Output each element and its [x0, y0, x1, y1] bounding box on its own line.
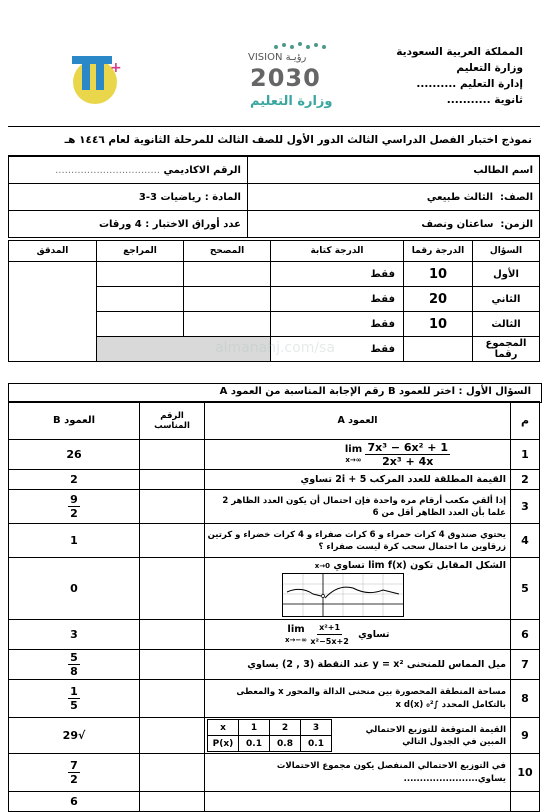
grades-row-text[interactable]: فقط [271, 312, 404, 337]
lim-expression [345, 445, 362, 465]
student-name-cell[interactable] [247, 157, 539, 184]
fraction-denominator: 2x³ + 4x [382, 455, 434, 468]
grades-row-question: المجموع رقما [473, 337, 540, 362]
row-9-text: القيمة المتوقعة للتوزيع الاحتمالي المبين في الجدول التالي [365, 724, 506, 747]
grades-header-question: السؤال [473, 241, 540, 262]
answer-cell[interactable] [140, 680, 205, 718]
fraction [68, 685, 80, 712]
fraction-numerator: x²+1 [317, 621, 342, 635]
vision-label: VISION رؤيـة [248, 52, 307, 63]
fraction-numerator: 9 [70, 493, 78, 506]
grades-row-reviewer[interactable] [97, 287, 184, 312]
subject-label: المادة : رياضيات 3-3 [138, 191, 241, 203]
time-value: ساعتان ونصف [421, 218, 494, 230]
exam-title: نموذج اختبار الفصل الدراسي الثالث الدور الأول للصف الثالث للمرحلة الثانوية لعام ١٤٤٦ هـ [64, 134, 532, 146]
grades-row-number: 20 [404, 287, 473, 312]
vision-2030-logo [240, 38, 350, 118]
table-row [9, 680, 540, 718]
fraction [365, 441, 450, 468]
answer-cell[interactable] [140, 558, 205, 620]
question-1-title [8, 383, 542, 403]
answer-cell[interactable] [140, 490, 205, 524]
header-m: م [511, 402, 540, 440]
grades-row [9, 262, 540, 287]
table-row [9, 620, 540, 650]
fraction-denominator: 8 [70, 665, 78, 678]
matching-header-row [9, 402, 540, 440]
answer-cell[interactable] [140, 470, 205, 490]
table-row [9, 792, 540, 812]
pages-cell [9, 211, 248, 238]
grades-header-score-text: الدرجة كتابة [271, 241, 404, 262]
table-row [9, 718, 540, 754]
table-row [9, 470, 540, 490]
exam-title-bar [8, 126, 540, 156]
fraction-denominator: 2 [70, 773, 78, 786]
header-line-4: ثانوية ........... [446, 94, 523, 106]
row-number: 4 [511, 524, 540, 558]
grades-row-number: 10 [404, 312, 473, 337]
grades-row-number[interactable] [404, 337, 473, 362]
answer-cell[interactable] [140, 440, 205, 470]
grades-header-score-number: الدرجة رقما [404, 241, 473, 262]
fraction [68, 651, 80, 678]
grades-header-reviewer: المراجع [97, 241, 184, 262]
lim-word: lim [344, 443, 363, 455]
grades-header-corrector: المصحح [184, 241, 271, 262]
row-6-column-a [205, 620, 511, 650]
distribution-table [207, 719, 332, 752]
auditor-cell[interactable] [9, 262, 97, 362]
fraction [68, 759, 80, 786]
distribution-p-value: 0.8 [270, 736, 301, 752]
fraction [310, 621, 348, 648]
distribution-x-label: x [208, 720, 239, 736]
column-b-value: 1 [9, 524, 140, 558]
time-label: الزمن: [500, 218, 533, 230]
row-9-content [207, 719, 506, 752]
fraction [68, 493, 80, 520]
fraction-denominator: x²−5x+2 [310, 637, 349, 646]
grades-row-text[interactable]: فقط [271, 337, 404, 362]
grades-row-question: الأول [473, 262, 540, 287]
vision-dots-icon [270, 38, 330, 50]
column-b-value [9, 490, 140, 524]
grades-row-question: الثاني [473, 287, 540, 312]
table-row [9, 754, 540, 792]
row-1-column-a [205, 440, 511, 470]
column-b-value: 0 [9, 558, 140, 620]
row-2-column-a: القيمة المطلقة للعدد المركب 5 + 2i تساوي [205, 470, 511, 490]
student-info-table [8, 156, 540, 238]
academic-no-cell[interactable]: الرقم الاكاديمي ................................. [9, 157, 248, 184]
student-name-label: اسم الطالب [473, 164, 533, 176]
lim-sub: x→−∞ [285, 635, 308, 644]
column-b-value [9, 680, 140, 718]
row-5-sub: x→0 [314, 562, 331, 570]
grades-row-reviewer[interactable] [97, 262, 184, 287]
grade-value: الثالث طبيعي [426, 191, 494, 203]
row-number: 10 [511, 754, 540, 792]
grades-row-question: الثالث [473, 312, 540, 337]
header-column-b: العمود B [9, 402, 140, 440]
row-8-column-a: مساحة المنطقة المحصورة بين منحنى الدالة والمحور x والمعطى بالتكامل المحدد ∫₀² x d(x) [205, 680, 511, 718]
row-5-graph-wrap [206, 573, 506, 617]
column-b-value [9, 650, 140, 680]
vision-year: 2030 [250, 64, 321, 92]
column-b-value: 26 [9, 440, 140, 470]
header-answer: الرقم المناسب [140, 402, 205, 440]
grade-label: الصف: [500, 191, 533, 203]
row-number: 2 [511, 470, 540, 490]
watermark-text: almanahj.com/sa [215, 340, 335, 356]
time-cell [247, 211, 539, 238]
header-column-a: العمود A [205, 402, 511, 440]
answer-cell[interactable] [140, 650, 205, 680]
row-3-column-a: إذا ألقي مكعب أرقام مره واحدة فإن احتمال أن يكون العدد الظاهر 2 علما بأن العدد الظاهر أقل من 6 [205, 490, 511, 524]
column-b-value: 3 [9, 620, 140, 650]
row-number: 7 [511, 650, 540, 680]
distribution-p-label: P(x) [208, 736, 239, 752]
subject-cell [9, 184, 248, 211]
fraction-numerator: 7x³ − 6x² + 1 [367, 441, 448, 454]
lim-expression [285, 625, 307, 645]
pages-label: عدد أوراق الاختبار : 4 ورقات [98, 218, 241, 230]
matching-table [8, 401, 540, 812]
ministry-logo-text: وزارة التعليم [250, 94, 333, 109]
grades-row-text[interactable]: فقط [271, 287, 404, 312]
answer-cell[interactable] [140, 620, 205, 650]
row-number: 9 [511, 718, 540, 754]
distribution-x-value: 2 [270, 720, 301, 736]
row-10-column-a: في التوزيع الاحتمالي المنفصل يكون مجموع الاحتمالات يساوي....................... [205, 754, 511, 792]
distribution-x-value: 1 [239, 720, 270, 736]
grades-row-text[interactable]: فقط [271, 262, 404, 287]
grades-row-number: 10 [404, 262, 473, 287]
row-number: 3 [511, 490, 540, 524]
function-graph-icon [282, 573, 404, 617]
answer-cell[interactable] [140, 718, 205, 754]
fraction-numerator: 5 [70, 651, 78, 664]
row-5-text: الشكل المقابل تكون lim f(x) تساوي [333, 560, 506, 571]
header-line-1: المملكة العربية السعودية [396, 46, 523, 58]
table-row [9, 558, 540, 620]
row-number: 6 [511, 620, 540, 650]
lim-word: lim [287, 623, 305, 635]
column-b-value: 2 [9, 470, 140, 490]
fraction-denominator: 2 [70, 507, 78, 520]
table-row [9, 440, 540, 470]
grades-row-corrector[interactable] [184, 287, 271, 312]
row-number: 8 [511, 680, 540, 718]
row-9-column-a [205, 718, 511, 754]
fraction-denominator: 5 [70, 699, 78, 712]
distribution-p-value: 0.1 [239, 736, 270, 752]
fraction-numerator: 1 [70, 685, 78, 698]
row-number: 5 [511, 558, 540, 620]
column-b-value [9, 754, 140, 792]
question-1-title-text: السؤال الأول : اختر للعمود B رقم الإجابة المناسبة من العمود A [219, 386, 531, 397]
row-7-column-a: ميل المماس للمنحنى y = x² عند النقطة (3 , 2) يساوي [205, 650, 511, 680]
row-6-text: تساوي [358, 629, 390, 640]
row-11-column-a [205, 792, 511, 812]
table-row [9, 650, 540, 680]
lim-sub: x→∞ [345, 455, 362, 464]
answer-cell[interactable] [140, 524, 205, 558]
header-line-3: إدارة التعليم .......... [416, 78, 523, 90]
grades-header-auditor: المدقق [9, 241, 97, 262]
school-logo [60, 46, 130, 110]
answer-cell[interactable] [140, 754, 205, 792]
school-header [373, 44, 523, 108]
grades-row-corrector[interactable] [184, 262, 271, 287]
table-row [9, 524, 540, 558]
answer-cell [140, 792, 205, 812]
distribution-p-value: 0.1 [301, 736, 332, 752]
svg-text:+: + [110, 60, 122, 76]
row-5-column-a [205, 558, 511, 620]
distribution-x-value: 3 [301, 720, 332, 736]
row-number: 1 [511, 440, 540, 470]
table-row [9, 490, 540, 524]
column-b-value: 6 [9, 792, 140, 812]
grade-cell [247, 184, 539, 211]
row-number [511, 792, 540, 812]
academic-no-label: الرقم الاكاديمي [163, 164, 241, 176]
row-4-column-a: يحتوي صندوق 4 كرات حمراء و 6 كرات صفراء و 4 كرات خضراء و كرتين زرقاوين ما احتمال سحب كرة ليست صفراء ؟ [205, 524, 511, 558]
header-line-2: وزارة التعليم [456, 62, 523, 74]
column-b-value: √29 [9, 718, 140, 754]
fraction-numerator: 7 [70, 759, 78, 772]
